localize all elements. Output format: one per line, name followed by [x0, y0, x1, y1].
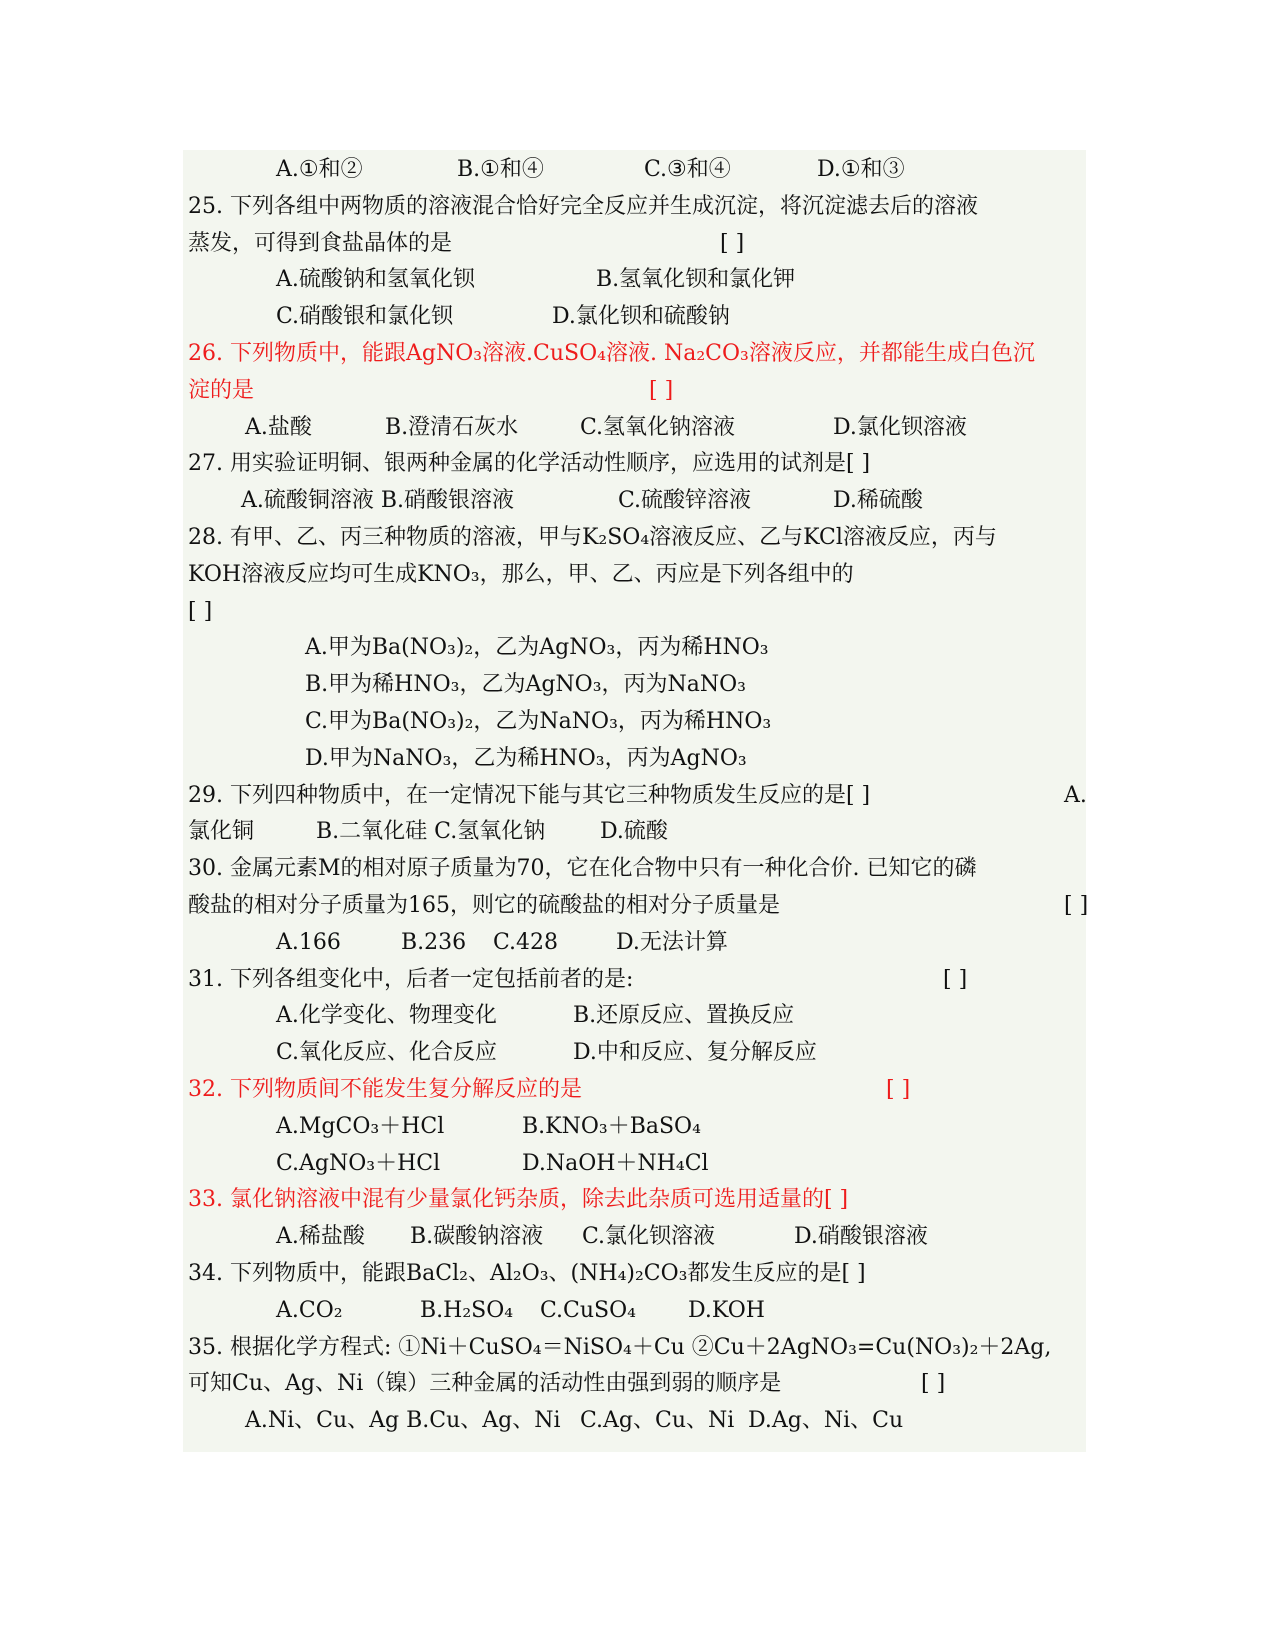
text-segment: KOH溶液反应均可生成KNO₃，那么，甲、乙、丙应是下列各组中的 [188, 561, 854, 587]
text-segment: B.二氧化硅 C.氢氧化钠 [316, 819, 546, 845]
text-segment: D.甲为NaNO₃，乙为稀HNO₃，丙为AgNO₃ [305, 745, 747, 771]
text-segment: C.硝酸银和氯化钡 [276, 304, 454, 330]
text-segment: C.氢氧化钠溶液 [580, 414, 736, 440]
text-segment: B.236 [401, 929, 467, 955]
text-segment: A.硫酸钠和氢氧化钡 [276, 267, 475, 293]
text-segment: A.盐酸 [245, 414, 312, 440]
text-segment: A.稀盐酸 [276, 1224, 365, 1250]
text-segment: 32. 下列物质间不能发生复分解反应的是 [188, 1077, 582, 1102]
text-segment: 34. 下列物质中，能跟BaCl₂、Al₂O₃、(NH₄)₂CO₃都发生反应的是[ ] [188, 1261, 866, 1286]
text-segment: A.CO₂ [276, 1297, 343, 1323]
text-segment: A.化学变化、物理变化 [276, 1003, 497, 1029]
text-segment: D.中和反应、复分解反应 [573, 1040, 817, 1066]
text-segment: B.碳酸钠溶液 [410, 1224, 544, 1250]
text-segment: B.澄清石灰水 [385, 414, 519, 440]
text-segment: [ ] [886, 1077, 911, 1102]
text-segment: 蒸发，可得到食盐晶体的是 [188, 230, 453, 256]
text-segment: 31. 下列各组变化中，后者一定包括前者的是: [188, 966, 634, 992]
text-segment: C.CuSO₄ [540, 1297, 636, 1323]
text-segment: 26. 下列物质中，能跟AgNO₃溶液.CuSO₄溶液. Na₂CO₃溶液反应，并都能生成白色沉 [188, 341, 1035, 366]
text-segment: D.稀硫酸 [833, 488, 923, 514]
text-segment: C.氯化钡溶液 [582, 1224, 716, 1250]
text-segment: 28. 有甲、乙、丙三种物质的溶液，甲与K₂SO₄溶液反应、乙与KCl溶液反应，丙与 [188, 525, 997, 550]
text-segment: [ ] [720, 230, 745, 256]
text-segment: A.①和② [276, 157, 363, 182]
text-segment: D.氯化钡和硫酸钠 [552, 304, 730, 330]
text-segment: B.H₂SO₄ [420, 1297, 514, 1323]
text-segment: 33. 氯化钠溶液中混有少量氯化钙杂质，除去此杂质可选用适量的[ ] [188, 1187, 849, 1213]
text-segment: D.①和③ [817, 157, 905, 182]
text-segment: [ ] [188, 598, 213, 624]
text-segment: D.NaOH＋NH₄Cl [522, 1150, 709, 1176]
text-segment: C.氧化反应、化合反应 [276, 1040, 498, 1066]
text-segment: D.氯化钡溶液 [833, 414, 967, 440]
text-segment: C.③和④ [644, 157, 731, 182]
text-segment: [ ] [943, 966, 968, 992]
text-segment: D.无法计算 [616, 929, 728, 955]
text-segment: B.①和④ [457, 157, 544, 182]
text-segment: C.428 [493, 929, 559, 955]
text-segment: C.AgNO₃＋HCl [276, 1150, 441, 1176]
text-segment: 29. 下列四种物质中，在一定情况下能与其它三种物质发生反应的是[ ] [188, 782, 871, 808]
text-segment: C.硫酸锌溶液 [618, 488, 752, 514]
text-segment: D.硫酸 [600, 819, 668, 845]
text-segment: [ ] [1064, 893, 1089, 918]
text-segment: C.Ag、Cu、Ni [580, 1408, 735, 1434]
text-segment: D.Ag、Ni、Cu [748, 1408, 904, 1434]
text-segment: 35. 根据化学方程式: ①Ni＋CuSO₄＝NiSO₄＋Cu ②Cu＋2AgNO₃=Cu(NO₃)₂＋2Ag, [188, 1334, 1052, 1360]
text-segment: A.MgCO₃＋HCl [276, 1113, 445, 1139]
text-segment: 25. 下列各组中两物质的溶液混合恰好完全反应并生成沉淀，将沉淀滤去后的溶液 [188, 193, 978, 219]
text-segment: A. [1064, 782, 1087, 808]
text-segment: B.甲为稀HNO₃，乙为AgNO₃，丙为NaNO₃ [305, 672, 746, 698]
text-segment: D.KOH [688, 1297, 765, 1323]
text-segment: 27. 用实验证明铜、银两种金属的化学活动性顺序，应选用的试剂是[ ] [188, 451, 871, 477]
text-segment: B.KNO₃＋BaSO₄ [522, 1113, 701, 1139]
text-segment: A.Ni、Cu、Ag B.Cu、Ag、Ni [245, 1408, 561, 1434]
text-segment: B.还原反应、置换反应 [573, 1003, 795, 1029]
text-segment: B.氢氧化钡和氯化钾 [596, 267, 796, 293]
text-segment: 酸盐的相对分子质量为165，则它的硫酸盐的相对分子质量是 [188, 893, 780, 918]
text-segment: 淀的是 [188, 377, 255, 403]
text-segment: D.硝酸银溶液 [794, 1224, 928, 1250]
text-segment: A.166 [276, 929, 341, 955]
text-segment: [ ] [649, 377, 674, 403]
text-segment: 氯化铜 [188, 819, 255, 845]
text-segment: A.甲为Ba(NO₃)₂，乙为AgNO₃，丙为稀HNO₃ [305, 635, 769, 661]
text-segment: A.硫酸铜溶液 B.硝酸银溶液 [241, 488, 515, 514]
text-segment: 可知Cu、Ag、Ni（镍）三种金属的活动性由强到弱的顺序是 [188, 1371, 782, 1397]
text-segment: 30. 金属元素M的相对原子质量为70，它在化合物中只有一种化合价. 已知它的磷 [188, 856, 977, 882]
text-segment: [ ] [921, 1371, 946, 1397]
text-segment: C.甲为Ba(NO₃)₂，乙为NaNO₃，丙为稀HNO₃ [305, 709, 772, 734]
